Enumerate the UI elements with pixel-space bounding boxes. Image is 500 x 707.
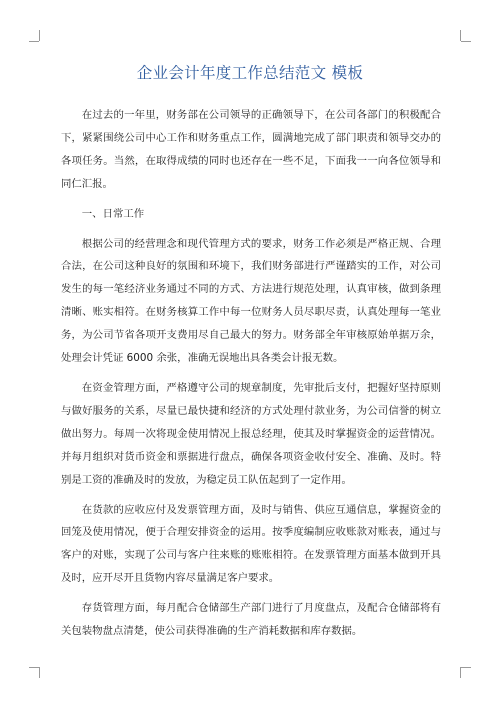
crop-mark-top-left-h bbox=[29, 41, 39, 42]
crop-mark-top-right-v bbox=[460, 30, 461, 41]
section-heading-daily-work: 一、日常工作 bbox=[81, 207, 145, 220]
paragraph-intro: 在过去的一年里，财务部在公司领导的正确领导下，在公司各部门的积极配合下，紧紧围绕公司中心工作和财务重点工作，圆满地完成了部门职责和领导交办的各项任务。当然，在取得成绩的同时也还存在一些不足，下面我一一向各位领导和同仁汇报。 bbox=[61, 109, 441, 190]
paragraph-fund-management: 在资金管理方面，严格遵守公司的规章制度，先审批后支付，把握好坚持原则与做好服务的关系，尽量已最快捷和经济的方式处理付款业务，为公司信誉的树立做出努力。每周一次将现金使用情况上报总经理，使其及时掌握资金的运营情况。并每月组织对货币资金和票据进行盘点，确保各项资金收付安全、准确、及时。特别是工资的准确及时的发放，为稳定员工队伍起到了一定作用。 bbox=[61, 381, 441, 486]
document-body bbox=[61, 104, 441, 650]
crop-mark-top-right-h bbox=[461, 41, 471, 42]
crop-mark-bottom-left-v bbox=[39, 667, 40, 678]
paragraph-receivables-invoices: 在货款的应收应付及发票管理方面，及时与销售、供应互通信息，掌握资金的回笼及使用情况，便于合理安排资金的运用。按季度编制应收账款对账表，通过与客户的对账，实现了公司与客户往来账的账账相符。在发票管理方面基本做到开具及时，应开尽开且货物内容尽量满足客户要求。 bbox=[61, 503, 441, 585]
paragraph-accounting: 根据公司的经营理念和现代管理方式的要求，财务工作必须是严格正规、合理合法，在公司这种良好的氛围和环境下，我们财务部进行严谨踏实的工作，对公司发生的每一笔经济业务通过不同的方式、方法进行规范处理，认真审核，做到条理清晰、账实相符。在财务核算工作中每一位财务人员尽职尽责，认真处理每一笔业务，为公司节省各项开支费用尽自己最大的努力。财务部全年审核原始单据万余，处理会计凭证 6000 余张，准确无误地出具各类会计报无数。 bbox=[61, 237, 441, 365]
crop-mark-bottom-left-h bbox=[29, 667, 39, 668]
crop-mark-bottom-right-v bbox=[460, 667, 461, 678]
crop-mark-top-left-v bbox=[39, 30, 40, 41]
document-title: 企业会计年度工作总结范文 模板 bbox=[136, 64, 364, 82]
paragraph-inventory: 存货管理方面，每月配合仓储部生产部门进行了月度盘点，及配合仓储部将有关包装物盘点清楚，使公司获得准确的生产消耗数据和库存数据。 bbox=[61, 602, 441, 638]
crop-mark-bottom-right-h bbox=[461, 667, 471, 668]
